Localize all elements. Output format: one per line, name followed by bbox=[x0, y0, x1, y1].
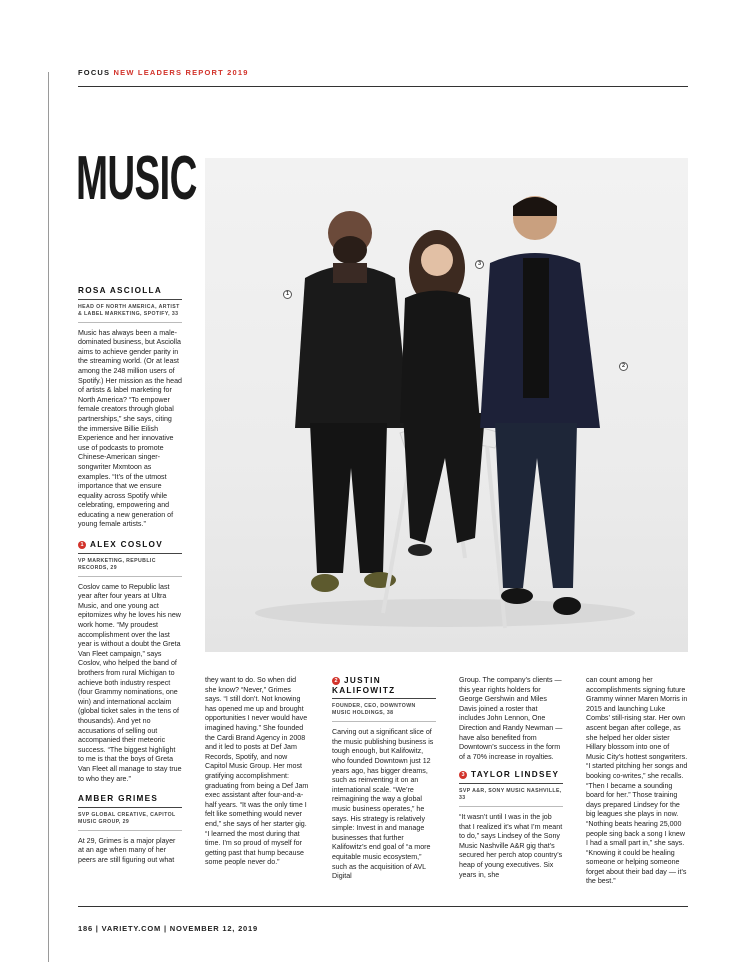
divider bbox=[78, 807, 182, 808]
profile-body-lindsey: “It wasn’t until I was in the job that I realized it’s what I’m meant to do,” says Lindsey of the Sony Music Nashville A&R gig that’s secured her perch atop country’s heap of young executives. Six years in, she bbox=[459, 812, 563, 879]
profile-role-coslov: VP MARKETING, REPUBLIC RECORDS, 29 bbox=[78, 557, 156, 571]
profile-role-asciolla: HEAD OF NORTH AMERICA, ARTIST & LABEL MARKETING, SPOTIFY, 33 bbox=[78, 303, 180, 317]
divider bbox=[78, 553, 182, 554]
divider bbox=[332, 698, 436, 699]
photo-marker-3: 3 bbox=[475, 260, 484, 269]
header-rule bbox=[78, 86, 688, 87]
page-footer: 186 | VARIETY.COM | NOVEMBER 12, 2019 bbox=[78, 924, 258, 933]
profile-name-coslov: 1 ALEX COSLOV bbox=[78, 540, 182, 550]
photo-marker-2: 2 bbox=[619, 362, 628, 371]
column-4 bbox=[459, 676, 563, 880]
profile-body-kalifowitz-cont: Group. The company’s clients — this year rights holders for George Gershwin and Miles Davis joined a roster that includes John Lennon, One Direction and Randy Newman — have also benefited from Downtown’s success in the form of a 70% increase in royalties. bbox=[459, 676, 563, 761]
footer-rule bbox=[78, 906, 688, 907]
page-header bbox=[78, 68, 249, 77]
column-1 bbox=[78, 286, 182, 866]
profile-name-lindsey: 3 TAYLOR LINDSEY bbox=[459, 770, 563, 780]
profile-body-lindsey-cont: can count among her accomplishments signing future Grammy winner Maren Morris in 2015 and launching Luke Combs’ still-rising star. Her own ascent began after college, as she helped her older sister Hillary blossom into one of Music City’s hottest songwriters. “I started pitching her songs and booking co-writes,” she recalls. “Then I became a sounding board for her.” Those training days prepared Lindsey for the big leagues she plays in now. “Nothing beats hearing 25,000 people sing back a song I knew I had a small part in,” she says. “Knowing it could be healing someone or helping someone forget about their bad day — it’s the best.” bbox=[586, 676, 688, 886]
photo-illustration bbox=[205, 158, 688, 652]
person-coslov bbox=[295, 211, 410, 592]
profile-name-grimes: AMBER GRIMES bbox=[78, 794, 159, 804]
divider bbox=[78, 299, 182, 300]
photo-marker-1: 1 bbox=[283, 290, 292, 299]
profile-body-asciolla: Music has always been a male-dominated business, but Asciolla aims to achieve gender parity in the streaming world. (Or at least among the 248 million users of Spotify.) Her mission as the head of artists & label marketing for North America? “To empower female creators through global partnerships,” she says, citing the immersive Billie Eilish Experience and her innovative use of podcasts to promote Chinese-American singer-songwriter Mxmtoon as examples. “It’s of the utmost importance that we ensure equality across Spotify while celebrating, empowering and educating a new generation of young female artists.” bbox=[78, 328, 182, 529]
profile-name-asciolla: ROSA ASCIOLLA bbox=[78, 286, 163, 295]
section-title: MUSIC bbox=[76, 144, 197, 213]
column-5 bbox=[586, 676, 688, 887]
divider bbox=[332, 721, 436, 722]
divider bbox=[78, 830, 182, 831]
divider bbox=[459, 806, 563, 807]
profile-name-kalifowitz: 2 JUSTIN KALIFOWITZ bbox=[332, 676, 396, 695]
header-section: NEW LEADERS REPORT 2019 bbox=[113, 68, 249, 77]
profile-body-grimes-cont: they want to do. So when did she know? “Never,” Grimes says. “I still don’t. Not knowing has opened me up and brought opportunities I never would have imagined having.” She founded the Cardi Brand Agency in 2008 and it led to posts at Def Jam Records, Spotify, and now Capitol Music Group. Her most gratifying accomplishment: graduating from being a Def Jam exec assistant after four-and-a-half years. “It was the only time I felt like something would never end,” she says of her starter gig. “I learned the most during that time. I’m so proud of myself for getting past that hump because some people never do.” bbox=[205, 676, 309, 867]
group-photo bbox=[205, 158, 688, 652]
profile-role-kalifowitz: FOUNDER, CEO, DOWNTOWN MUSIC HOLDINGS, 38 bbox=[332, 703, 416, 717]
column-3 bbox=[332, 676, 436, 882]
header-focus: FOCUS bbox=[78, 68, 111, 77]
divider bbox=[459, 783, 563, 784]
number-badge: 2 bbox=[332, 677, 340, 685]
profile-body-grimes: At 29, Grimes is a major player at an age when many of her peers are still figuring out what bbox=[78, 836, 176, 864]
profile-body-coslov: Coslov came to Republic last year after four years at Ultra Music, and one young act epitomizes why he loves his new work home. “My proudest accomplishment over the last year is without a doubt the Greta Van Fleet campaign,” says Coslov, who helped the band of brothers from rural Michigan to achieve both industry respect (four Grammy nominations, one win) and international acclaim (global ticket sales in the tens of thousands). And yet no accusations of selling out accompanied their meteoric success. “The biggest highlight to me is that the boys of Greta Van Fleet all manage to stay true to who they are.” bbox=[78, 582, 182, 783]
person-lindsey bbox=[400, 230, 485, 556]
profile-role-lindsey: SVP A&R, SONY MUSIC NASHVILLE, 33 bbox=[459, 787, 562, 801]
number-badge: 3 bbox=[459, 771, 467, 779]
profile-role-grimes: SVP GLOBAL CREATIVE, CAPITOL MUSIC GROUP, 29 bbox=[78, 811, 176, 825]
divider bbox=[78, 576, 182, 577]
number-badge: 1 bbox=[78, 541, 86, 549]
profile-body-kalifowitz: Carving out a significant slice of the music publishing business is tough enough, but Kalifowitz, who founded Downtown just 12 years ago, has bigger dreams, such as reinventing it on an international scale. “We’re reimagining the way a global music business operates,” he says. His strategy is relatively simple: Invest in and manage businesses that further Kalifowitz’s end goal of “a more equitable music ecosystem,” such as the acquisition of AVL Digital bbox=[332, 728, 434, 881]
divider bbox=[78, 322, 182, 323]
left-margin-rule bbox=[48, 72, 49, 962]
column-2 bbox=[205, 676, 309, 868]
